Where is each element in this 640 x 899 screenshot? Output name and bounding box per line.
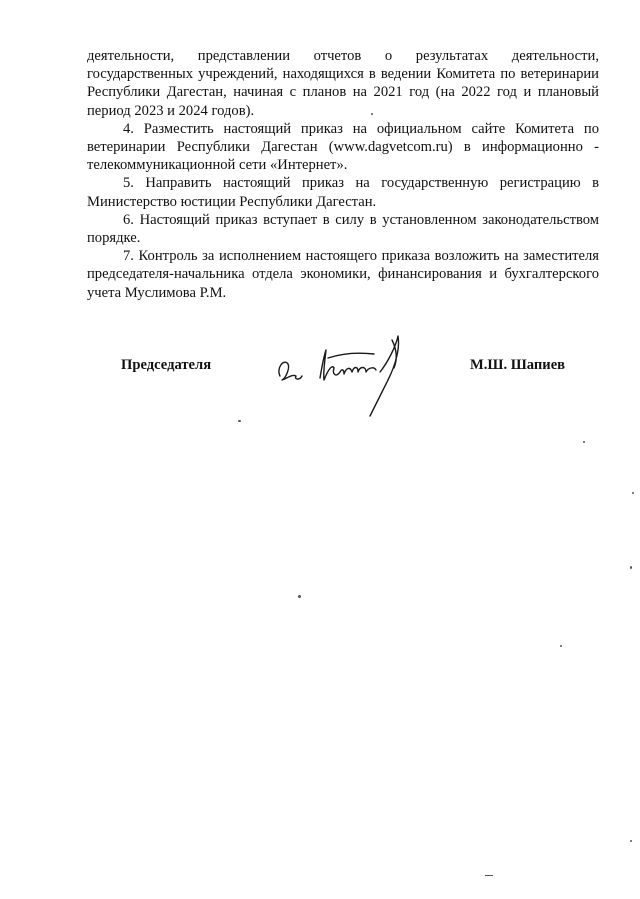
scan-speck (560, 645, 562, 647)
paragraph-item-4: 4. Разместить настоящий приказ на официальном сайте Комитета по ветеринарии Республики Дагестан (www.dagvetcom.ru) в информационно - телекоммуникационной сети «Интернет». (87, 120, 599, 174)
paragraph-continuation: деятельности, представлении отчетов о результатах деятельности, государственных учреждений, находящихся в ведении Комитета по ветеринарии Республики Дагестан, начиная с планов на 2021 год (на 2022 год и плановый период 2023 и 2024 годов). (87, 48, 599, 119)
scan-speck (485, 875, 493, 876)
scan-speck (630, 840, 632, 842)
scan-speck (298, 595, 301, 598)
document-body (87, 47, 599, 302)
scan-speck (371, 113, 373, 115)
scan-speck (632, 492, 634, 494)
handwritten-signature (270, 328, 420, 423)
scan-speck (238, 420, 241, 422)
scan-speck (630, 566, 632, 569)
scan-speck (583, 441, 585, 443)
paragraph-item-6: 6. Настоящий приказ вступает в силу в установленном законодательством порядке. (87, 211, 599, 247)
paragraph-item-5: 5. Направить настоящий приказ на государственную регистрацию в Министерство юстиции Республики Дагестан. (87, 175, 599, 210)
signatory-title: Председателя (121, 357, 212, 373)
paragraph-item-7: 7. Контроль за исполнением настоящего приказа возложить на заместителя председателя-начальника отдела экономики, финансирования и бухгалтерского учета Муслимова Р.М. (87, 248, 599, 301)
signatory-name: М.Ш. Шапиев (470, 357, 566, 373)
